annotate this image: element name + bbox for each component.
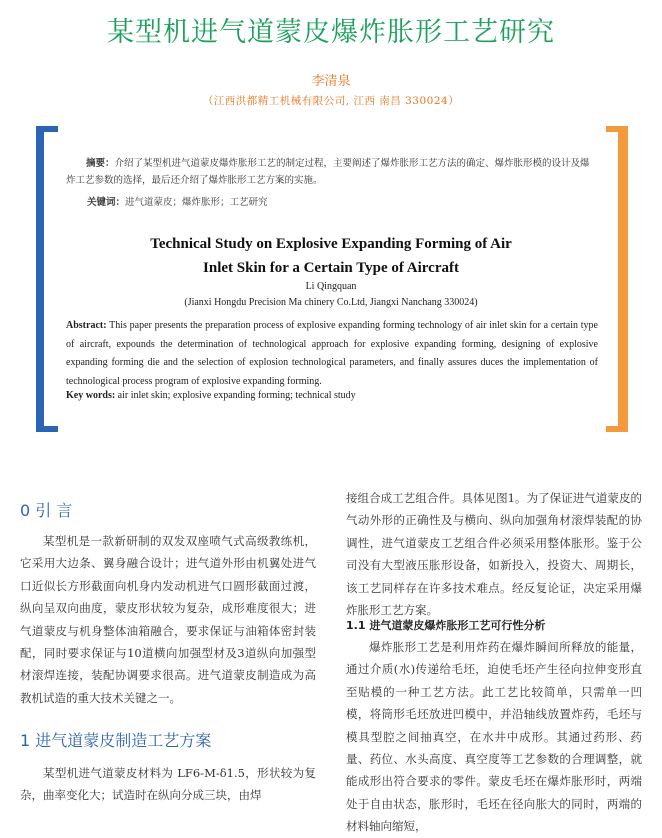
section-0-paragraph: 某型机是一款新研制的双发双座喷气式高级教练机，它采用大边条、翼身融合设计；进气道外形由机翼处进气口近似长方形截面向机身内发动机进气口圆形截面过渡，纵向呈双向曲度，蒙皮形状较为复杂，成形难度很大；进气道蒙皮与机身整体油箱融合，要求保证与油箱体密封装配，同时要求保证与10道横向加强型材及3道纵向加强型材滚焊连接，装配协调要求很高。进气道蒙皮制造成为高教机试造的重大技术关键之一。 xyxy=(20,534,316,705)
right-bracket xyxy=(618,126,628,432)
left-bracket-bottom xyxy=(36,426,58,432)
author-affiliation: （江西洪都精工机械有限公司, 江西 南昌 330024） xyxy=(202,95,460,107)
english-keywords xyxy=(66,390,598,401)
english-title-line2: Inlet Skin for a Certain Type of Aircraft xyxy=(203,260,459,276)
section-1-heading: 1 进气道蒙皮制造工艺方案 xyxy=(20,731,212,750)
right-column-paragraph-1: 接组合成工艺组合件。具体见图1。为了保证进气道蒙皮的气动外形的正确性及与横向、纵向加强角材滚焊装配的协调性，进气道蒙皮工艺组合件必须采用整体胀形。鉴于公司没有大型液压胀形设备，如新投入，投资大、周期长，该工艺同样存在许多技术难点。经反复论证，决定采用爆炸胀形工艺方案。 xyxy=(346,491,642,618)
right-bracket-bottom xyxy=(606,426,628,432)
paper-title: 某型机进气道蒙皮爆炸胀形工艺研究 xyxy=(107,17,555,48)
english-keywords-label: Key words: xyxy=(66,390,116,401)
left-bracket-top xyxy=(36,126,58,132)
english-title xyxy=(66,232,596,280)
section-0-heading: 0 引 言 xyxy=(20,501,73,520)
chinese-abstract-label: 摘要： xyxy=(86,158,115,169)
english-affiliation: (Jianxi Hongdu Precision Ma chinery Co.Ltd, Jiangxi Nanchang 330024) xyxy=(184,297,478,308)
chinese-keywords xyxy=(87,194,597,208)
english-abstract-label: Abstract: xyxy=(66,320,107,331)
chinese-abstract-text: 介绍了某型机进气道蒙皮爆炸胀形工艺的制定过程，主要阐述了爆炸胀形工艺方法的确定、爆炸胀形模的设计及爆炸工艺参数的选择，最后还介绍了爆炸胀形工艺方案的实施。 xyxy=(66,158,590,186)
chinese-keywords-label: 关键词： xyxy=(87,197,126,208)
author-name: 李清泉 xyxy=(311,74,351,89)
chinese-abstract xyxy=(66,155,596,189)
english-abstract xyxy=(66,317,598,391)
english-title-line1: Technical Study on Explosive Expanding Forming of Air xyxy=(150,236,512,252)
english-abstract-text: This paper presents the preparation process of explosive expanding forming technology of air inlet skin for a certain type of aircraft, expounds the determination of technological approach for explosive expanding forming, designing of explosive expanding forming die and the selection of explosion technological parameters, and finally assures duces the implementation of technological process program of explosive expanding forming. xyxy=(66,320,598,387)
left-bracket xyxy=(36,126,44,432)
english-author: Li Qingquan xyxy=(305,281,357,292)
english-keywords-text: air inlet skin; explosive expanding forming; technical study xyxy=(115,390,356,401)
subsection-1-1-heading: 1.1 进气道蒙皮爆炸胀形工艺可行性分析 xyxy=(346,619,546,632)
chinese-keywords-text: 进气道蒙皮；爆炸胀形；工艺研究 xyxy=(125,197,268,208)
right-column-paragraph-2: 爆炸胀形工艺是利用炸药在爆炸瞬间所释放的能量，通过介质(水)传递给毛坯，迫使毛坯产生径向拉伸变形直至贴模的一种工艺方法。此工艺比较简单，只需单一凹模，将筒形毛坯放进凹模中，并沿轴线放置炸药，毛坯与模具型腔之间抽真空，在水井中成形。其通过药形、药量、药位、水头高度、真空度等工艺参数的合理调整，就能成形出符合要求的零件。蒙皮毛坯在爆炸胀形时，两端处于自由状态，胀形时，毛坯在径向胀大的同时，两端的材料轴向缩短， xyxy=(346,640,642,834)
section-1-paragraph: 某型机进气道蒙皮材料为 LF6-M-δ1.5，形状较为复杂，曲率变化大；试造时在纵向分成三块，由焊 xyxy=(20,766,316,803)
right-bracket-top xyxy=(606,126,628,132)
